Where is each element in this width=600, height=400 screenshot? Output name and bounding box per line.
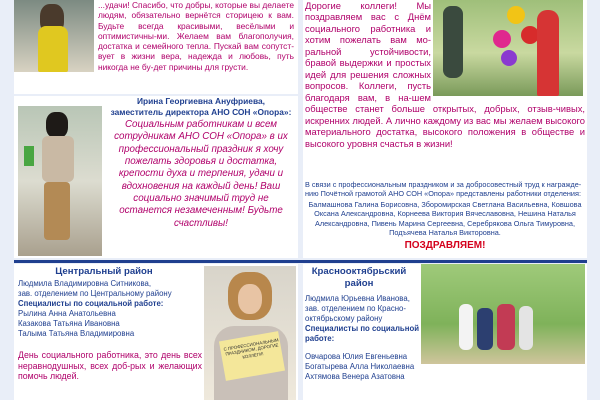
krasnooktyabrsky-specialists-label: Специалисты по социальной работе: bbox=[305, 324, 419, 343]
krasnooktyabrsky-specialist-1: Овчарова Юлия Евгеньевна bbox=[305, 352, 408, 361]
central-head-name: Людмила Владимировна Ситникова, bbox=[18, 279, 152, 288]
anufrieva-message: Социальным работникам и всем сотрудникам АНО СОН «Опора» в их профессиональный праздник я хочу пожелать здоровья и достатка, крепости духа и терпения, удачи и вдохновения на каждый день! Ваш социально значимый труд не останется незамеченным! Будьте счастливы! bbox=[114, 119, 288, 229]
central-district-title: Центральный район bbox=[55, 266, 153, 277]
krasnooktyabrsky-specialist-3: Ахтямова Венера Азатовна bbox=[305, 372, 405, 381]
sign-card-text: С ПРОФЕССИОНАЛЬНЫМ ПРАЗДНИКОМ, ДОРОГИЕ КОЛЛЕГИ! bbox=[223, 337, 279, 360]
central-message: День социального работника, это день всех неравнодушных, всех доб-рых и желающих помочь людей. bbox=[18, 350, 202, 382]
left-top-panel bbox=[14, 0, 298, 94]
bottom-right-panel bbox=[303, 264, 587, 400]
left-mid-panel bbox=[14, 96, 298, 258]
anufrieva-name: Ирина Георгиевна Ануфриева, bbox=[137, 96, 265, 106]
krasnooktyabrsky-head-role: зав. отделением по Красно-октябрьскому району bbox=[305, 304, 406, 323]
central-specialist-3: Талыма Татьяна Владимировна bbox=[18, 329, 135, 338]
krasnooktyabrsky-district-title: Краснооктябрьский район bbox=[311, 266, 407, 289]
krasnooktyabrsky-head-name: Людмила Юрьевна Иванова, bbox=[305, 294, 410, 303]
award-intro: В связи с профессиональным праздником и за добросовестный труд к награжде-нию Почётной грамотой АНО СОН «Опора» представлены работники отделения: bbox=[305, 180, 582, 199]
outdoor-group-photo bbox=[421, 264, 585, 364]
section-divider bbox=[14, 260, 587, 263]
right-top-panel bbox=[303, 0, 587, 258]
award-names: Балмашнова Галина Борисовна, Зборомирская Светлана Васильевна, Ковшова Оксана Александровна, Корнеева Виктория Вячеславовна, Нешина Наталья Александровна, Пивень Марина Сергеевна, Серебрякова Ольга Тимуровна, Подъячева Наталья Викторовна. bbox=[308, 200, 582, 237]
anufrieva-position: заместитель директора АНО СОН «Опора»: bbox=[110, 107, 292, 117]
central-specialist-2: Казакова Татьяна Ивановна bbox=[18, 319, 120, 328]
woman-yellow-skirt-photo bbox=[14, 0, 94, 72]
bottom-left-panel bbox=[14, 264, 298, 400]
greeting-paragraph: ...удачи! Спасибо, что добры, которые вы делаете людям, обязательно вернётся сторицею к вам. Будьте всегда красивыми, весёлыми и оптимистичны-ми. Желаем вам благополучия, достатка и семейного тепла. Пускай вам сопутст-вует в жизни вера, надежда и любовь, путь никогда не бу-дет причины для грусти. bbox=[98, 0, 294, 72]
sitnikova-photo bbox=[204, 266, 296, 400]
congrats-label: ПОЗДРАВЛЯЕМ! bbox=[404, 240, 486, 251]
central-specialists-label: Специалисты по социальной работе: bbox=[18, 299, 164, 308]
right-intro-text: Дорогие коллеги! Мы поздравляем вас с Днём социального работника и хотим пожелать вам мо-ральной устойчивости, бравой выдержки и простых идей для решения сложных вопросов. Коллеги, пусть благодаря вам, в на-шем обществе станет больше открытых, добрых, отзыв-чивых, искренних людей. А лично каждому из вас мы желаем высокого материального достатка, высокого положения в обществе и высокого уровня счастья в жизни! bbox=[305, 0, 585, 149]
krasnooktyabrsky-specialist-2: Богатырева Алла Николаевна bbox=[305, 362, 415, 371]
central-specialist-1: Рылина Анна Анатольевна bbox=[18, 309, 116, 318]
central-head-role: зав. отделением по Центральному району bbox=[18, 289, 172, 298]
irina-anufrieva-photo bbox=[18, 106, 102, 256]
